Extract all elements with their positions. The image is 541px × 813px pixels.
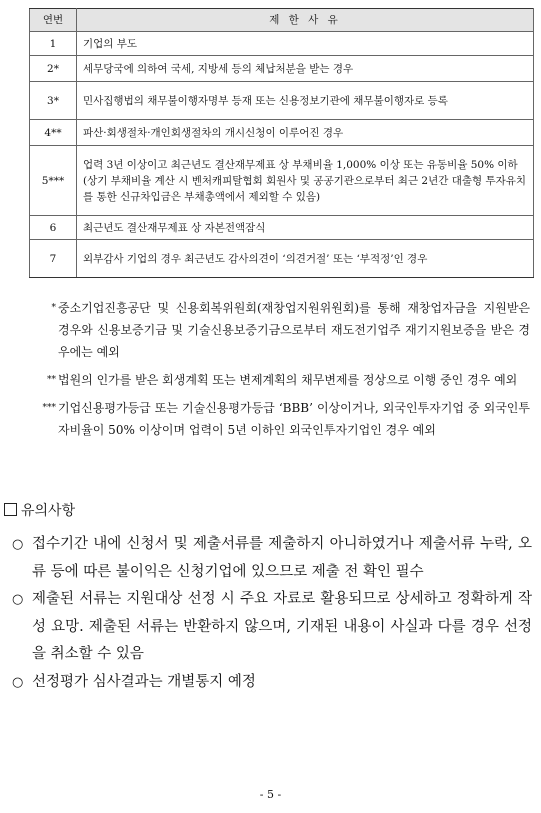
- table-row: [30, 120, 534, 146]
- row-reason-main: 업력 3년 이상이고 최근년도 결산재무제표 상 부채비율 1,000% 이상 또는 유동비율 50% 이하: [83, 158, 518, 171]
- row-number: 5***: [30, 146, 77, 216]
- footnote-text: 기업신용평가등급 또는 기술신용평가등급 ‘BBB’ 이상이거나, 외국인투자기업 중 외국인투자비율이 50% 이상이며 업력이 5년 이하인 외국인투자기업인 경우 예외: [58, 401, 530, 437]
- table-row: [30, 32, 534, 56]
- row-number: 6: [30, 216, 77, 240]
- row-number: 7: [30, 240, 77, 278]
- row-reason: [77, 146, 534, 216]
- table-row: [30, 240, 534, 278]
- footnotes: [34, 297, 530, 447]
- restriction-table: [29, 8, 534, 278]
- circle-bullet-icon: ○: [12, 592, 24, 607]
- footnote-text: 법원의 인가를 받은 회생계획 또는 변제계획의 채무변제를 정상으로 이행 중인 경우 예외: [58, 373, 518, 387]
- footnote: [34, 397, 530, 441]
- row-reason: 세무당국에 의하여 국세, 지방세 등의 체납처분을 받는 경우: [77, 56, 534, 82]
- circle-bullet-icon: ○: [12, 674, 24, 690]
- circle-bullet-icon: ○: [12, 537, 24, 552]
- row-reason: 최근년도 결산재무제표 상 자본전액잠식: [77, 216, 534, 240]
- footnote-mark: ***: [42, 403, 56, 413]
- checkbox-square-icon: [4, 503, 17, 516]
- row-number: 1: [30, 32, 77, 56]
- footnote: [34, 297, 530, 363]
- section-heading: [4, 501, 75, 521]
- row-reason: 파산·회생절차·개인회생절차의 개시신청이 이루어진 경우: [77, 120, 534, 146]
- row-reason-note: (상기 부채비율 계산 시 벤처캐피탈협회 회원사 및 공공기관으로부터 최근 2년간 대출형 투자유치를 통한 신규차입금은 부채총액에서 제외할 수 있음): [83, 174, 527, 203]
- page-number: - 5 -: [259, 788, 282, 801]
- list-item: [12, 669, 532, 697]
- table-header-row: [30, 9, 534, 32]
- header-reason: 제 한 사 유: [77, 9, 534, 32]
- footnote-mark: *: [51, 303, 56, 313]
- notice-list: [12, 531, 532, 696]
- table-row: [30, 56, 534, 82]
- table-row: [30, 216, 534, 240]
- list-item: [12, 531, 532, 586]
- header-number: 연번: [30, 9, 77, 32]
- row-number: 3*: [30, 82, 77, 120]
- table-row: [30, 82, 534, 120]
- row-reason: 민사집행법의 채무불이행자명부 등재 또는 신용정보기관에 채무불이행자로 등록: [77, 82, 534, 120]
- row-number: 2*: [30, 56, 77, 82]
- row-reason: 외부감사 기업의 경우 최근년도 감사의견이 ‘의견거절’ 또는 ‘부적정’인 경우: [77, 240, 534, 278]
- list-item-text: 접수기간 내에 신청서 및 제출서류를 제출하지 아니하였거나 제출서류 누락, 오류 등에 따른 불이익은 신청기업에 있으므로 제출 전 확인 필수: [32, 536, 532, 580]
- footnote: [34, 369, 530, 391]
- table-row: [30, 146, 534, 216]
- row-number: 4**: [30, 120, 77, 146]
- list-item: [12, 586, 532, 669]
- section-title: 유의사항: [21, 503, 76, 519]
- footnote-mark: **: [47, 375, 56, 385]
- row-reason: 기업의 부도: [77, 32, 534, 56]
- list-item-text: 제출된 서류는 지원대상 선정 시 주요 자료로 활용되므로 상세하고 정확하게 작성 요망. 제출된 서류는 반환하지 않으며, 기재된 내용이 사실과 다를 경우 선정을 취소할 수 있음: [32, 591, 532, 662]
- footnote-text: 중소기업진흥공단 및 신용회복위원회(재창업지원위원회)를 통해 재창업자금을 지원받은 경우와 신용보증기금 및 기술신용보증기금으로부터 재도전기업주 재기지원보증을 받은 경우에는 예외: [58, 301, 530, 359]
- list-item-text: 선정평가 심사결과는 개별통지 예정: [32, 673, 256, 690]
